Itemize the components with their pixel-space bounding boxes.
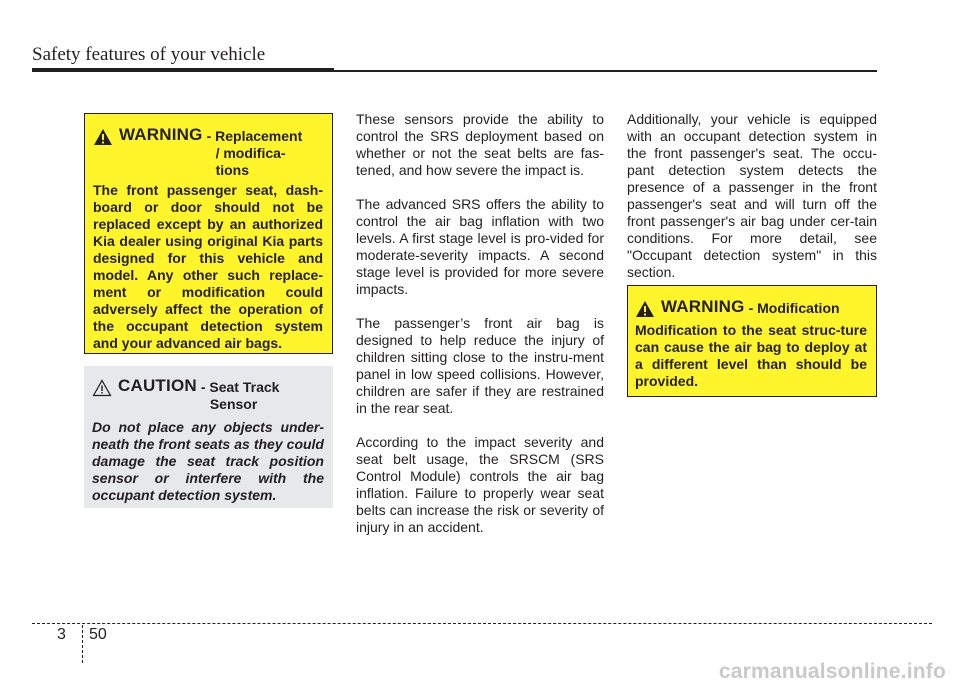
page-number-separator [82,625,83,663]
caution-heading [92,376,324,413]
warning-subtitle: - Modification [748,300,840,316]
warning-subtitle-line: - Replacement [206,128,303,144]
chapter-number: 3 [57,626,66,643]
warning-replacement-body: The front passenger seat, dash-board or door should not be replaced except by an authorized Kia dealer using original Kia parts designed for this vehicle and model. Any other such replace-ment or modification could adversely affect the operation of the occupant detection system and your advanced air bags. [93,182,323,351]
warning-subtitle-line: / modifica- [215,145,286,161]
paragraph: The advanced SRS offers the ability to control the air bag inflation with two levels. A first stage level is pro-vided for moderate-severity impacts. A second stage level is provided for more severe impacts. [356,196,604,297]
caution-subtitle-line: Sensor [209,396,258,412]
paragraph: The passenger’s front air bag is designed to help reduce the injury of children sitting close to the instru-ment panel in low speed collisions. However, children are safer if they are restrained in the rear seat. [356,315,604,416]
caution-keyword: CAUTION [118,376,197,395]
warning-subtitle-line: tions [215,162,250,178]
paragraph: According to the impact severity and seat belt usage, the SRSCM (SRS Control Module) controls the air bag inflation. Failure to properly wear seat belts can increase the risk or severity of injury in an accident. [356,434,604,535]
right-column-text [627,111,877,298]
warning-triangle-icon [635,300,655,318]
header-rule-thick [32,68,334,72]
caution-seat-track-box [84,366,333,508]
page-number: 50 [89,626,107,643]
caution-subtitle [201,379,280,413]
warning-keyword: WARNING [661,297,745,316]
warning-modification-body: Modification to the seat struc-ture can cause the air bag to deploy at a different level than should be provided. [635,322,867,389]
caution-seat-track-body: Do not place any objects under-neath the front seats as they could damage the seat track position sensor or interfere with the occupant detection system. [92,419,324,503]
paragraph: Additionally, your vehicle is equipped with an occupant detection system in the front passenger's seat. The occu-pant detection system detects the presence of a passenger in the front passenger's seat and will turn off the front passenger's air bag under cer-tain conditions. For more detail, see "Occupant detection system" in this section. [627,111,877,280]
warning-replacement-box [84,113,333,354]
caution-subtitle-line: - Seat Track [200,379,280,395]
warning-modification-box [627,285,877,397]
middle-column-text [356,111,604,553]
warning-replacement-heading [93,125,323,179]
warning-triangle-icon [93,128,113,146]
footer-rule [32,623,932,624]
page-header-title: Safety features of your vehicle [32,44,266,65]
caution-triangle-icon [92,379,112,397]
header-rule-thin [334,70,877,72]
warning-keyword: WARNING [119,125,203,144]
warning-subtitle [207,128,303,179]
watermark: carmanualsonline.info [718,660,946,683]
warning-modification-heading [635,297,867,318]
paragraph: These sensors provide the ability to control the SRS deployment based on whether or not the seat belts are fas-tened, and how severe the impact is. [356,111,604,178]
